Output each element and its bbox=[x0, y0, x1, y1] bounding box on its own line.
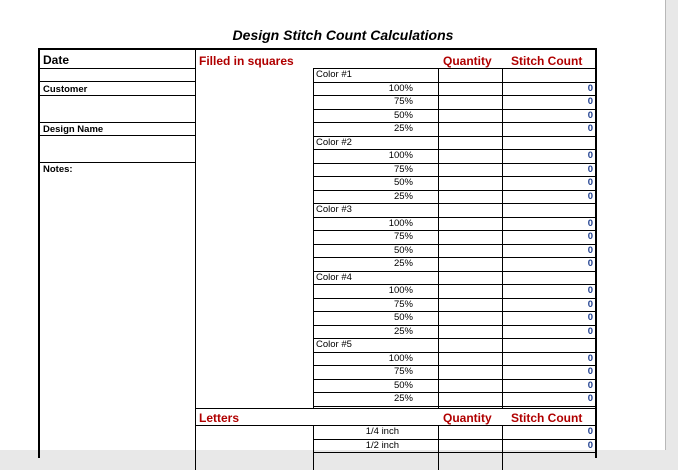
letter-size-cell[interactable]: 1/4 inch bbox=[365, 426, 399, 437]
percent-cell[interactable]: 75% bbox=[393, 298, 413, 310]
percent-cell[interactable]: 50% bbox=[393, 379, 413, 391]
percent-cell[interactable]: 100% bbox=[388, 82, 413, 94]
stitch-count-cell[interactable]: 0 bbox=[587, 177, 593, 188]
letters-top-line bbox=[195, 408, 597, 409]
stitch-count-cell[interactable]: 0 bbox=[587, 109, 593, 121]
stitch-count-cell[interactable]: 0 bbox=[587, 163, 593, 175]
stitch-count-cell[interactable]: 0 bbox=[587, 366, 593, 377]
letters-mid-divider bbox=[313, 425, 314, 470]
quantity-header: Quantity bbox=[443, 54, 492, 68]
stitch-count-cell[interactable]: 0 bbox=[587, 258, 593, 269]
date-label: Date bbox=[43, 53, 70, 67]
date-row-line bbox=[40, 68, 195, 69]
percent-cell[interactable]: 50% bbox=[393, 109, 413, 121]
stitch-count-cell[interactable]: 0 bbox=[587, 298, 593, 310]
stitch-count-cell[interactable]: 0 bbox=[587, 379, 593, 391]
percent-cell[interactable]: 100% bbox=[388, 285, 413, 296]
percent-row-line bbox=[313, 136, 597, 137]
quantity-column-divider bbox=[438, 68, 439, 408]
filled-squares-header: Filled in squares bbox=[199, 54, 294, 68]
color-label: Color #4 bbox=[316, 271, 352, 283]
stitch-count-cell[interactable]: 0 bbox=[587, 285, 593, 296]
notes-label: Notes: bbox=[43, 164, 73, 175]
color-label: Color #1 bbox=[316, 69, 352, 80]
customer-bottom-line bbox=[40, 95, 195, 96]
letters-stitch-divider bbox=[502, 425, 503, 470]
design-top-line bbox=[40, 122, 195, 123]
stitch-count-cell[interactable]: 0 bbox=[587, 96, 593, 107]
stitch-column-divider bbox=[502, 68, 503, 408]
percent-cell[interactable]: 25% bbox=[393, 393, 413, 404]
stitch-count-cell[interactable]: 0 bbox=[587, 312, 593, 323]
percent-cell[interactable]: 75% bbox=[393, 96, 413, 107]
percent-row-line bbox=[313, 406, 597, 407]
design-name-label: Design Name bbox=[43, 124, 104, 135]
header-bottom-line bbox=[313, 68, 597, 69]
stitch-count-cell[interactable]: 0 bbox=[587, 82, 593, 94]
stitch-count-cell[interactable]: 0 bbox=[587, 217, 593, 229]
percent-cell[interactable]: 25% bbox=[393, 325, 413, 337]
percent-cell[interactable]: 50% bbox=[393, 244, 413, 256]
letters-qty-divider bbox=[438, 425, 439, 470]
percent-cell[interactable]: 75% bbox=[393, 366, 413, 377]
design-bottom-line bbox=[40, 135, 195, 136]
stitch-count-header: Stitch Count bbox=[511, 54, 583, 68]
letters-header: Letters bbox=[199, 411, 240, 425]
notes-top-line bbox=[40, 162, 195, 163]
letters-quantity-header: Quantity bbox=[443, 411, 492, 425]
letter-stitch-count-cell[interactable]: 0 bbox=[587, 439, 593, 451]
customer-top-line bbox=[40, 81, 195, 82]
color-label: Color #5 bbox=[316, 339, 352, 350]
percent-row-line bbox=[313, 271, 597, 272]
percent-cell[interactable]: 75% bbox=[393, 163, 413, 175]
color-label: Color #2 bbox=[316, 136, 352, 148]
left-column-divider bbox=[195, 50, 196, 470]
percent-cell[interactable]: 50% bbox=[393, 312, 413, 323]
letter-row-line bbox=[313, 452, 597, 453]
stitch-count-cell[interactable]: 0 bbox=[587, 325, 593, 337]
percent-row-line bbox=[313, 338, 597, 339]
mid-column-divider bbox=[313, 68, 314, 408]
letter-size-cell[interactable]: 1/2 inch bbox=[365, 439, 399, 451]
stitch-count-cell[interactable]: 0 bbox=[587, 190, 593, 202]
stitch-count-cell[interactable]: 0 bbox=[587, 231, 593, 242]
percent-cell[interactable]: 25% bbox=[393, 123, 413, 134]
letters-stitch-count-header: Stitch Count bbox=[511, 411, 583, 425]
stitch-count-table bbox=[38, 48, 597, 458]
stitch-count-cell[interactable]: 0 bbox=[587, 150, 593, 161]
percent-cell[interactable]: 50% bbox=[393, 177, 413, 188]
customer-label: Customer bbox=[43, 84, 88, 95]
color-label: Color #3 bbox=[316, 204, 352, 215]
letter-stitch-count-cell[interactable]: 0 bbox=[587, 426, 593, 437]
stitch-count-cell[interactable]: 0 bbox=[587, 244, 593, 256]
percent-cell[interactable]: 25% bbox=[393, 258, 413, 269]
sheet-title: Design Stitch Count Calculations bbox=[232, 27, 454, 43]
percent-row-line bbox=[313, 203, 597, 204]
percent-cell[interactable]: 100% bbox=[388, 217, 413, 229]
percent-cell[interactable]: 25% bbox=[393, 190, 413, 202]
stitch-count-cell[interactable]: 0 bbox=[587, 123, 593, 134]
percent-cell[interactable]: 100% bbox=[388, 150, 413, 161]
stitch-count-cell[interactable]: 0 bbox=[587, 352, 593, 364]
stitch-count-cell[interactable]: 0 bbox=[587, 393, 593, 404]
percent-cell[interactable]: 100% bbox=[388, 352, 413, 364]
percent-cell[interactable]: 75% bbox=[393, 231, 413, 242]
